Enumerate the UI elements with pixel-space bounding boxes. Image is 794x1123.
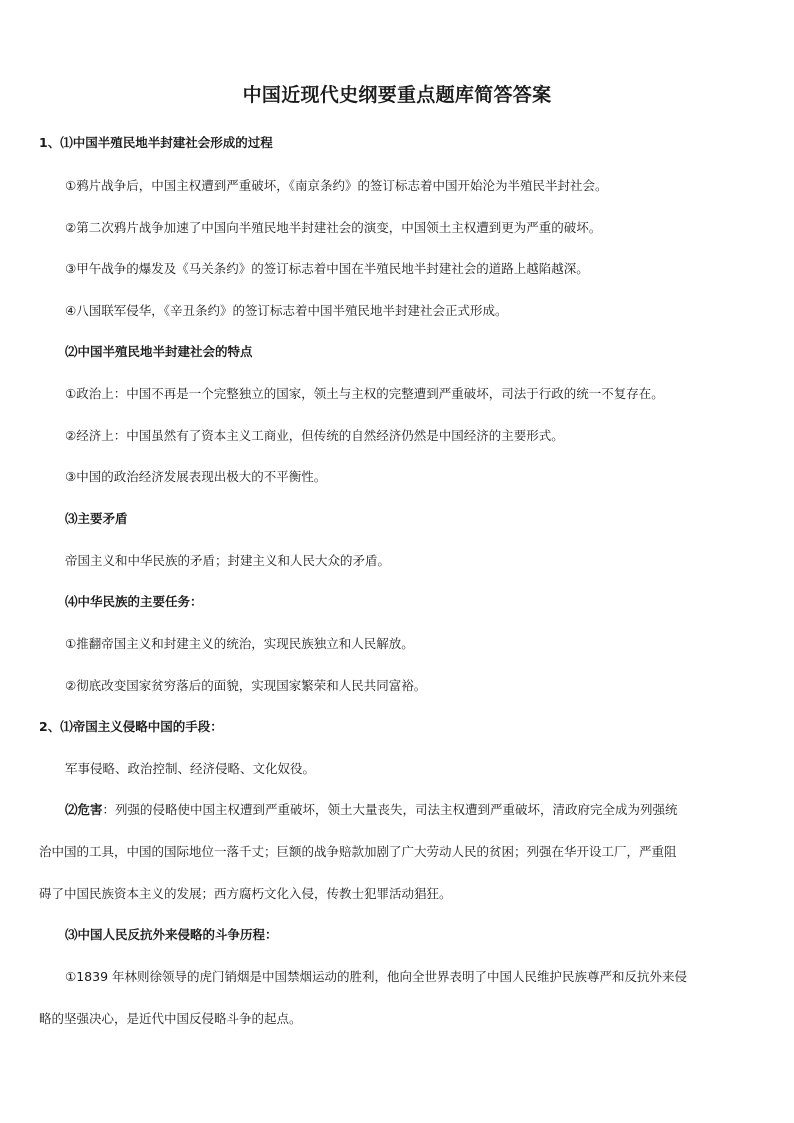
means-text: 军事侵略、政治控制、经济侵略、文化奴役。 [65, 761, 316, 776]
contradiction-text: 帝国主义和中华民族的矛盾；封建主义和人民大众的矛盾。 [65, 553, 391, 568]
harm-line-3: 碍了中国民族资本主义的发展；西方腐朽文化入侵，传教士犯罪活动猖狂。 [39, 886, 452, 901]
feature-item-1: ①政治上：中国不再是一个完整独立的国家，领土与主权的完整遭到严重破坏，司法于行政的统一不复存在。 [65, 386, 664, 401]
struggle-line-1: ①1839 年林则徐领导的虎门销烟是中国禁烟运动的胜利，他向全世界表明了中国人民维护民族尊严和反抗外来侵 [65, 969, 687, 984]
process-item-3: ③甲午战争的爆发及《马关条约》的签订标志着中国在半殖民地半封建社会的道路上越陷越深。 [65, 261, 589, 276]
features-heading: ⑵中国半殖民地半封建社会的特点 [65, 344, 253, 359]
document-title: 中国近现代史纲要重点题库简答答案 [242, 84, 552, 106]
tasks-heading: ⑷中华民族的主要任务： [65, 594, 203, 609]
harm-line-2: 治中国的工具，中国的国际地位一落千丈；巨额的战争赔款加剧了广大劳动人民的贫困；列强在华开设工厂，严重阻 [39, 844, 677, 859]
struggle-heading: ⑶中国人民反抗外来侵略的斗争历程： [65, 927, 278, 942]
process-item-4: ④八国联军侵华，《辛丑条约》的签订标志着中国半殖民地半封建社会正式形成。 [65, 303, 508, 318]
harm-label: ⑵危害 [65, 802, 103, 817]
process-item-2: ②第二次鸦片战争加速了中国向半殖民地半封建社会的演变，中国领土主权遭到更为严重的破坏。 [65, 220, 602, 235]
task-item-1: ①推翻帝国主义和封建主义的统治，实现民族独立和人民解放。 [65, 636, 414, 651]
harm-line-1 [65, 801, 678, 819]
feature-item-3: ③中国的政治经济发展表现出极大的不平衡性。 [65, 469, 327, 484]
feature-item-2: ②经济上：中国虽然有了资本主义工商业，但传统的自然经济仍然是中国经济的主要形式。 [65, 428, 564, 443]
question-1-heading: 1、⑴中国半殖民地半封建社会形成的过程 [39, 135, 273, 150]
struggle-line-2: 略的坚强决心，是近代中国反侵略斗争的起点。 [39, 1011, 302, 1026]
process-item-1: ①鸦片战争后，中国主权遭到严重破坏，《南京条约》的签订标志着中国开始沦为半殖民半封社会。 [65, 178, 608, 193]
harm-text: ：列强的侵略使中国主权遭到严重破坏，领土大量丧失，司法主权遭到严重破坏，清政府完全成为列强统 [102, 802, 678, 817]
contradiction-heading: ⑶主要矛盾 [65, 511, 128, 526]
question-2-heading: 2、⑴帝国主义侵略中国的手段： [39, 719, 223, 734]
task-item-2: ②彻底改变国家贫穷落后的面貌，实现国家繁荣和人民共同富裕。 [65, 678, 427, 693]
